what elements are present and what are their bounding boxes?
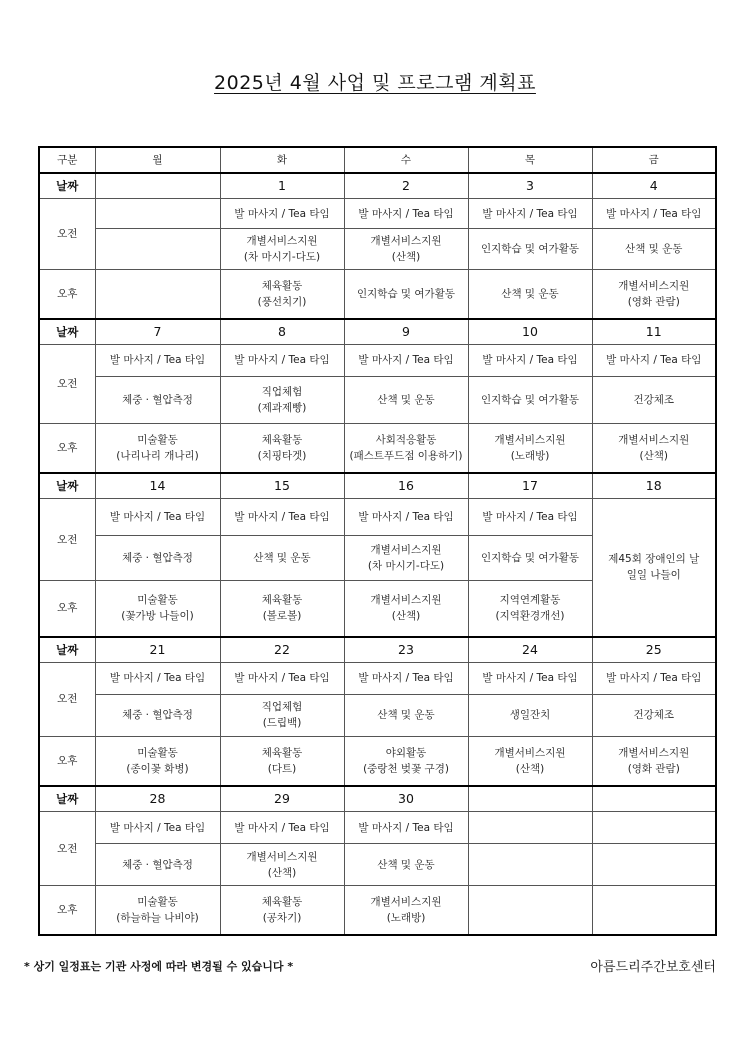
activity-cell-line1: 개별서비스지원 (618, 746, 690, 759)
activity-cell (468, 376, 592, 423)
activity-cell: 발 마사지 / Tea 타임 (468, 662, 592, 694)
activity-cell-line2: (다트) (267, 762, 297, 775)
activity-cell (344, 536, 468, 581)
date-cell: 15 (220, 473, 344, 499)
pm-row (39, 270, 716, 319)
activity-cell (220, 886, 344, 935)
activity-cell (95, 423, 220, 473)
activity-cell: 발 마사지 / Tea 타임 (344, 344, 468, 376)
activity-cell: 발 마사지 / Tea 타임 (468, 344, 592, 376)
activity-cell-line1: 개별서비스지원 (370, 895, 442, 908)
activity-cell (468, 423, 592, 473)
header-mon: 월 (95, 147, 220, 173)
date-cell: 8 (220, 319, 344, 345)
activity-cell-line1: 체중 · 혈압측정 (122, 709, 193, 721)
activity-cell-line2: (산책) (391, 251, 421, 263)
activity-cell (592, 270, 716, 319)
activity-cell-line1: 개별서비스지원 (618, 279, 690, 292)
activity-cell: 발 마사지 / Tea 타임 (468, 199, 592, 229)
date-cell: 9 (344, 319, 468, 345)
date-cell (95, 173, 220, 199)
activity-cell: 발 마사지 / Tea 타임 (344, 199, 468, 229)
activity-cell-line1: 인지학습 및 여가활동 (481, 552, 579, 564)
activity-cell (468, 886, 592, 935)
activity-cell-line1: 산책 및 운동 (377, 709, 435, 721)
date-cell: 21 (95, 637, 220, 663)
activity-cell (220, 581, 344, 637)
activity-cell (468, 736, 592, 786)
activity-cell-line2: (산책) (391, 610, 421, 623)
activity-cell (95, 229, 220, 270)
activity-cell (344, 229, 468, 270)
activity-cell-line1: 미술활동 (137, 895, 178, 908)
activity-cell-line2: (공차기) (262, 911, 302, 924)
activity-cell-line2: (영화 관람) (627, 762, 680, 775)
header-thu: 목 (468, 147, 592, 173)
date-label: 날짜 (39, 637, 95, 663)
activity-cell (95, 376, 220, 423)
activity-cell (95, 886, 220, 935)
pm-label: 오후 (39, 886, 95, 935)
activity-cell (344, 844, 468, 886)
activity-cell (468, 694, 592, 736)
date-cell (468, 786, 592, 812)
activity-cell-line2: (노래방) (386, 911, 426, 924)
date-row (39, 637, 716, 663)
activity-cell-line2: (산책) (267, 866, 297, 879)
activity-cell (95, 844, 220, 886)
activity-cell (344, 736, 468, 786)
activity-cell: 발 마사지 / Tea 타임 (592, 199, 716, 229)
activity-cell (95, 694, 220, 736)
activity-cell: 발 마사지 / Tea 타임 (95, 499, 220, 536)
activity-cell-line1: 야외활동 (385, 746, 427, 759)
activity-cell (95, 581, 220, 637)
activity-cell (468, 812, 592, 844)
activity-cell-line1: 건강체조 (633, 709, 675, 721)
am-row-2 (39, 844, 716, 886)
date-label: 날짜 (39, 786, 95, 812)
activity-cell-line1: 지역연계활동 (499, 594, 561, 607)
activity-cell: 발 마사지 / Tea 타임 (592, 344, 716, 376)
date-label: 날짜 (39, 473, 95, 499)
header-category: 구분 (39, 147, 95, 173)
activity-cell-line2: (드립백) (262, 717, 302, 729)
activity-cell: 발 마사지 / Tea 타임 (220, 812, 344, 844)
header-row (39, 147, 716, 173)
am-label: 오전 (39, 499, 95, 581)
activity-cell: 발 마사지 / Tea 타임 (95, 662, 220, 694)
activity-cell-line1: 건강체조 (633, 393, 675, 406)
header-tue: 화 (220, 147, 344, 173)
activity-cell (592, 812, 716, 844)
am-label: 오전 (39, 662, 95, 736)
activity-cell-line1: 개별서비스지원 (618, 433, 690, 446)
activity-cell-line1: 산책 및 운동 (625, 243, 683, 255)
activity-cell (468, 229, 592, 270)
activity-cell-line2: (산책) (639, 449, 668, 462)
activity-cell (95, 270, 220, 319)
activity-cell (344, 423, 468, 473)
am-row-2 (39, 229, 716, 270)
activity-cell-line1: 직업체험 (261, 701, 303, 713)
pm-label: 오후 (39, 423, 95, 473)
date-cell: 11 (592, 319, 716, 345)
activity-cell: 발 마사지 / Tea 타임 (95, 344, 220, 376)
activity-cell-line1: 체중 · 혈압측정 (122, 858, 193, 871)
pm-row (39, 736, 716, 786)
date-cell: 18 (592, 473, 716, 499)
activity-cell (95, 536, 220, 581)
activity-cell-line1: 미술활동 (137, 433, 178, 446)
date-label: 날짜 (39, 319, 95, 345)
activity-cell-line2: (치핑타겟) (257, 449, 307, 462)
header-wed: 수 (344, 147, 468, 173)
activity-cell: 발 마사지 / Tea 타임 (592, 662, 716, 694)
activity-cell: 발 마사지 / Tea 타임 (344, 812, 468, 844)
date-cell: 4 (592, 173, 716, 199)
activity-cell (468, 270, 592, 319)
activity-cell-line2: (차 마시기-다도) (243, 251, 321, 263)
activity-cell (468, 581, 592, 637)
activity-cell-line2: (노래방) (510, 449, 550, 462)
date-cell: 10 (468, 319, 592, 345)
date-cell: 16 (344, 473, 468, 499)
activity-cell: 발 마사지 / Tea 타임 (344, 499, 468, 536)
activity-cell-line1: 개별서비스지원 (494, 746, 566, 759)
activity-cell (592, 423, 716, 473)
activity-cell: 발 마사지 / Tea 타임 (220, 499, 344, 536)
date-cell: 7 (95, 319, 220, 345)
activity-cell (344, 886, 468, 935)
pm-label: 오후 (39, 736, 95, 786)
schedule-table (38, 146, 717, 936)
activity-cell (220, 270, 344, 319)
page-title: 2025년 4월 사업 및 프로그램 계획표 (214, 72, 536, 94)
activity-cell-line1: 사회적응활동 (375, 433, 437, 446)
activity-cell-line2: (풍선치기) (257, 295, 307, 308)
activity-cell (220, 736, 344, 786)
date-cell: 23 (344, 637, 468, 663)
activity-cell-line1: 체육활동 (261, 746, 303, 759)
activity-cell-line1: 체육활동 (261, 433, 303, 446)
activity-cell-line1: 미술활동 (137, 746, 178, 759)
date-cell: 28 (95, 786, 220, 812)
activity-cell (344, 581, 468, 637)
activity-cell-line1: 산책 및 운동 (377, 858, 435, 871)
date-cell: 14 (95, 473, 220, 499)
activity-cell (344, 270, 468, 319)
am-row-1 (39, 499, 716, 536)
activity-cell (344, 694, 468, 736)
activity-cell-line1: 개별서비스지원 (370, 544, 442, 556)
activity-cell-line1: 체중 · 혈압측정 (122, 552, 193, 564)
activity-cell-line1: 개별서비스지원 (494, 433, 566, 446)
special-event-cell-line1: 제45회 장애인의 날 (608, 553, 700, 566)
activity-cell-line2: (지역환경개선) (495, 610, 565, 623)
activity-cell (592, 736, 716, 786)
activity-cell-line2: (하늘하늘 나비야) (116, 911, 199, 924)
date-cell: 3 (468, 173, 592, 199)
activity-cell-line2: (영화 관람) (627, 295, 680, 308)
activity-cell (468, 844, 592, 886)
activity-cell: 발 마사지 / Tea 타임 (344, 662, 468, 694)
activity-cell (468, 536, 592, 581)
activity-cell-line1: 산책 및 운동 (377, 393, 435, 406)
date-row (39, 786, 716, 812)
activity-cell-line1: 인지학습 및 여가활동 (481, 393, 579, 406)
activity-cell (220, 423, 344, 473)
activity-cell-line1: 개별서비스지원 (246, 235, 318, 247)
activity-cell (220, 844, 344, 886)
activity-cell (95, 736, 220, 786)
activity-cell: 발 마사지 / Tea 타임 (220, 662, 344, 694)
pm-row (39, 886, 716, 935)
activity-cell: 발 마사지 / Tea 타임 (95, 812, 220, 844)
activity-cell: 발 마사지 / Tea 타임 (220, 199, 344, 229)
activity-cell (220, 229, 344, 270)
pm-row (39, 423, 716, 473)
activity-cell-line1: 체육활동 (261, 895, 303, 908)
activity-cell-line1: 개별서비스지원 (370, 235, 442, 247)
footer-org: 아름드리주간보호센터 (590, 960, 716, 975)
activity-cell (344, 376, 468, 423)
am-row-2 (39, 376, 716, 423)
activity-cell-line1: 체육활동 (261, 594, 303, 607)
date-row (39, 319, 716, 345)
date-cell: 30 (344, 786, 468, 812)
special-event-cell (592, 499, 716, 637)
am-row-1 (39, 344, 716, 376)
activity-cell-line1: 인지학습 및 여가활동 (481, 243, 579, 255)
date-cell (592, 786, 716, 812)
activity-cell-line2: (산책) (515, 762, 545, 775)
activity-cell-line1: 체육활동 (261, 279, 303, 292)
date-cell: 24 (468, 637, 592, 663)
date-cell: 29 (220, 786, 344, 812)
footer-note: * 상기 일정표는 기관 사정에 따라 변경될 수 있습니다 * (24, 960, 294, 973)
am-row-1 (39, 662, 716, 694)
date-label: 날짜 (39, 173, 95, 199)
activity-cell-line1: 인지학습 및 여가활동 (357, 287, 455, 300)
activity-cell-line1: 체중 · 혈압측정 (122, 393, 193, 406)
activity-cell (592, 886, 716, 935)
activity-cell: 발 마사지 / Tea 타임 (468, 499, 592, 536)
activity-cell-line1: 개별서비스지원 (370, 594, 442, 607)
activity-cell (220, 536, 344, 581)
date-cell: 22 (220, 637, 344, 663)
pm-label: 오후 (39, 581, 95, 637)
date-cell: 25 (592, 637, 716, 663)
am-row-1 (39, 199, 716, 229)
pm-label: 오후 (39, 270, 95, 319)
activity-cell-line1: 직업체험 (261, 385, 303, 398)
activity-cell-line2: (볼로볼) (262, 610, 302, 623)
activity-cell-line2: (패스트푸드점 이용하기) (349, 449, 463, 462)
activity-cell-line2: (나리나리 개나리) (116, 449, 199, 462)
activity-cell (95, 199, 220, 229)
date-row (39, 473, 716, 499)
am-label: 오전 (39, 199, 95, 270)
am-label: 오전 (39, 344, 95, 423)
activity-cell-line2: (차 마시기-다도) (367, 560, 445, 572)
activity-cell: 발 마사지 / Tea 타임 (220, 344, 344, 376)
activity-cell-line1: 개별서비스지원 (246, 850, 318, 863)
activity-cell-line1: 미술활동 (137, 594, 178, 607)
activity-cell-line2: (제과제빵) (257, 401, 307, 414)
date-cell: 1 (220, 173, 344, 199)
activity-cell (592, 844, 716, 886)
am-row-1 (39, 812, 716, 844)
activity-cell (592, 229, 716, 270)
activity-cell-line2: (종이꽃 화병) (126, 762, 189, 775)
header-fri: 금 (592, 147, 716, 173)
activity-cell-line2: (꽃가방 나들이) (121, 610, 194, 623)
am-label: 오전 (39, 812, 95, 886)
activity-cell (592, 376, 716, 423)
am-row-2 (39, 694, 716, 736)
activity-cell (220, 694, 344, 736)
activity-cell (220, 376, 344, 423)
activity-cell-line1: 산책 및 운동 (253, 552, 311, 564)
date-row (39, 173, 716, 199)
date-cell: 17 (468, 473, 592, 499)
special-event-cell-line2: 일일 나들이 (626, 569, 681, 582)
activity-cell (592, 694, 716, 736)
activity-cell-line1: 산책 및 운동 (501, 287, 559, 300)
activity-cell-line1: 생일잔치 (509, 709, 551, 721)
activity-cell-line2: (중랑천 벚꽃 구경) (363, 762, 449, 775)
date-cell: 2 (344, 173, 468, 199)
